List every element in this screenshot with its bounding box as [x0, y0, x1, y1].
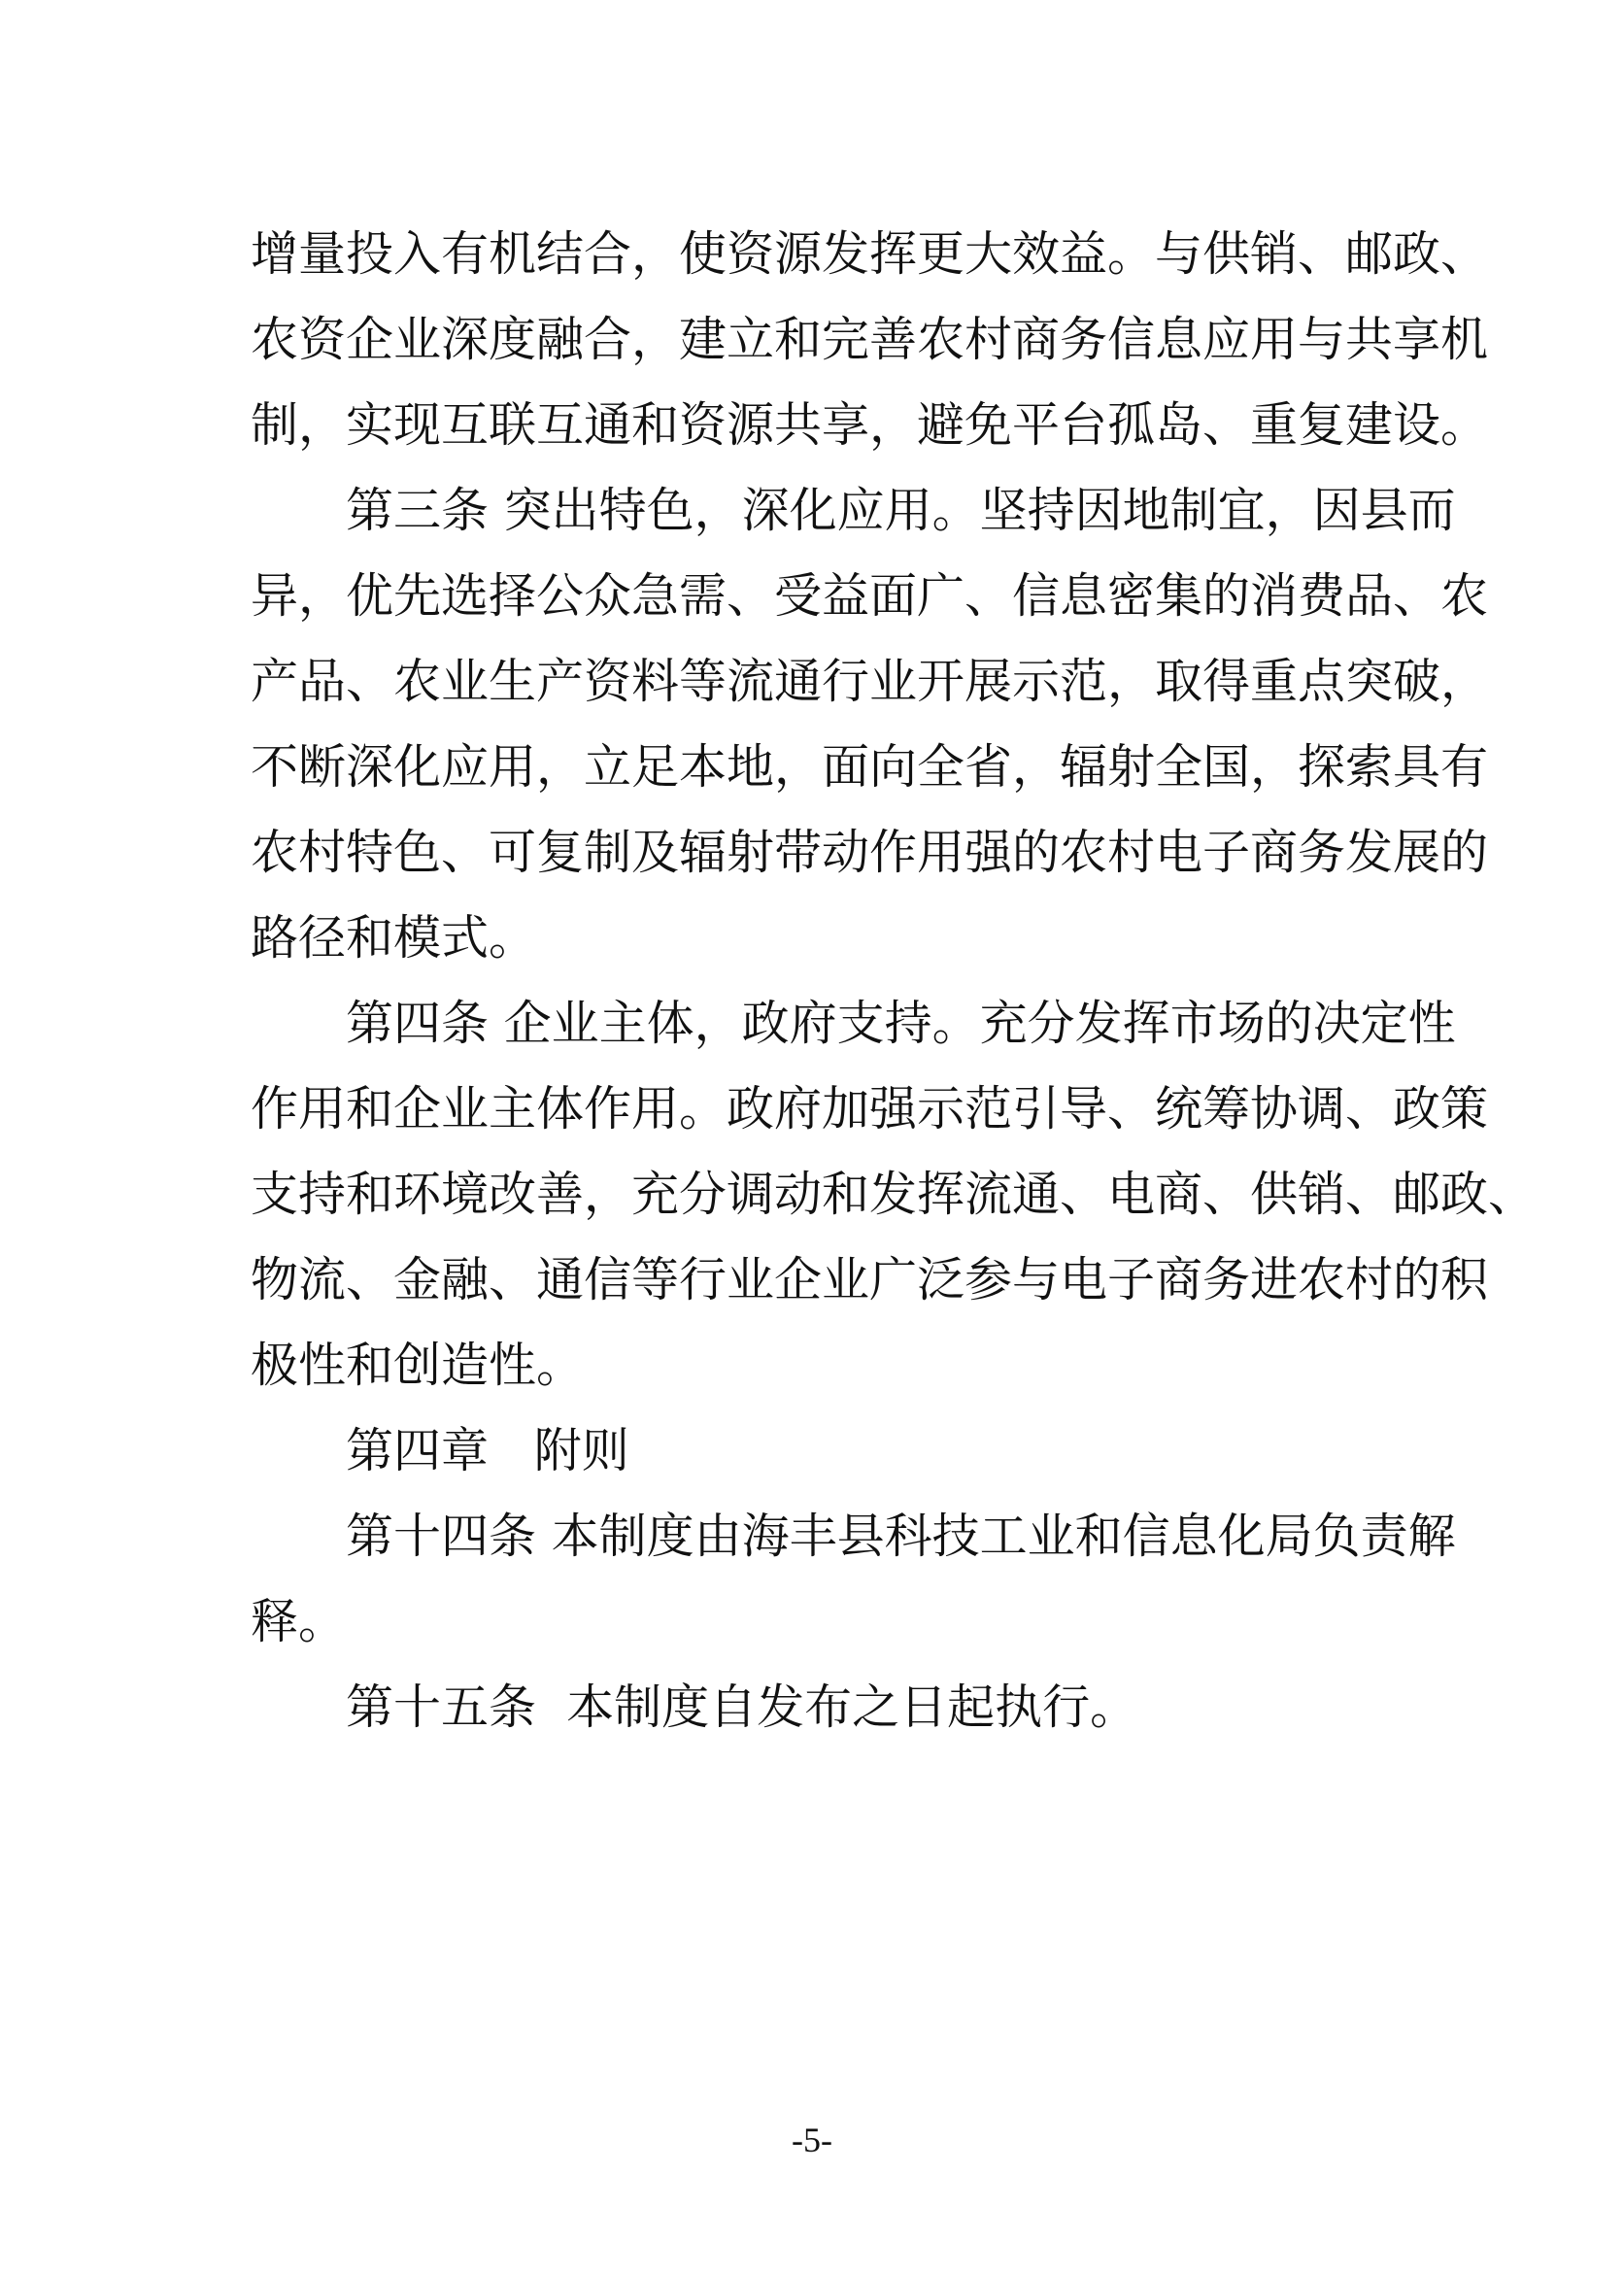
- text-line: 物流、金融、通信等行业企业广泛参与电子商务进农村的积: [251, 1252, 1489, 1307]
- text-line: 第四条 企业主体，政府支持。充分发挥市场的决定性: [346, 996, 1456, 1051]
- paragraph-article-15: [251, 1665, 1389, 1750]
- text-line: 极性和创造性。: [251, 1338, 585, 1393]
- text-line: 第三条 突出特色，深化应用。坚持因地制宜，因县而: [346, 483, 1456, 538]
- paragraph-continuation: [251, 212, 1489, 468]
- text-line: 释。: [251, 1594, 347, 1649]
- text-line: 农村特色、可复制及辐射带动作用强的农村电子商务发展的: [251, 825, 1489, 880]
- text-line: 作用和企业主体作用。政府加强示范引导、统筹协调、政策: [251, 1081, 1489, 1136]
- text-line: 增量投入有机结合，使资源发挥更大效益。与供销、邮政、: [251, 226, 1489, 282]
- chapter-heading: [251, 1408, 1389, 1494]
- text-line: 异，优先选择公众急需、受益面广、信息密集的消费品、农: [251, 568, 1489, 624]
- paragraph-article-3: [251, 468, 1489, 981]
- text-line: 第四章 附则: [346, 1423, 629, 1478]
- page-number: -5-: [792, 2120, 832, 2159]
- text-line: 不断深化应用，立足本地，面向全省，辐射全国，探索具有: [251, 739, 1489, 795]
- text-line: 第十五条 本制度自发布之日起执行。: [346, 1679, 1138, 1735]
- text-line: 第十四条 本制度由海丰县科技工业和信息化局负责解: [346, 1509, 1456, 1564]
- text-line: 路径和模式。: [251, 910, 537, 966]
- paragraph-article-14: [251, 1494, 1456, 1665]
- paragraph-article-4: [251, 981, 1537, 1408]
- text-line: 农资企业深度融合，建立和完善农村商务信息应用与共享机: [251, 312, 1489, 367]
- text-line: 制，实现互联互通和资源共享，避免平台孤岛、重复建设。: [251, 397, 1489, 453]
- document-body: [251, 212, 1537, 1750]
- text-line: 产品、农业生产资料等流通行业开展示范，取得重点突破，: [251, 654, 1489, 709]
- text-line: 支持和环境改善，充分调动和发挥流通、电商、供销、邮政、: [251, 1167, 1537, 1222]
